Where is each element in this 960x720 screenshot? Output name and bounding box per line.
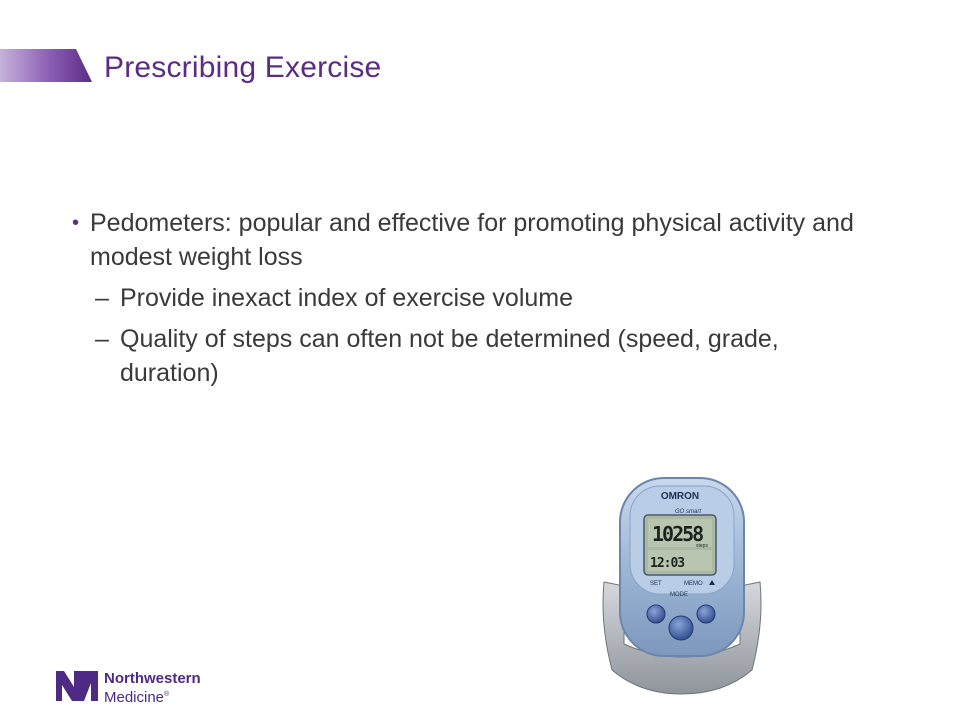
logo-line2-text: Medicine: [104, 689, 165, 706]
logo-line2: [104, 687, 201, 706]
dash-marker: –: [95, 325, 109, 353]
sub-bullet-list: [72, 281, 882, 390]
mode-button: [669, 616, 693, 640]
sub-bullet-text: Provide inexact index of exercise volume: [120, 284, 574, 312]
steps-unit-label: steps: [696, 543, 708, 549]
northwestern-medicine-logo: [56, 670, 201, 706]
bullet-marker: •: [72, 212, 80, 234]
nm-logo-mark: [56, 671, 98, 701]
title-accent-bar: [0, 49, 92, 82]
bullet-item: [72, 206, 882, 274]
steps-readout: 10258: [652, 522, 703, 546]
time-readout: 12:03: [650, 556, 685, 571]
logo-line1: Northwestern: [104, 670, 201, 687]
registered-mark: ®: [164, 691, 170, 698]
bullet-text: Pedometers: popular and effective for promoting physical activity and modest weight loss: [90, 209, 854, 271]
sub-bullet-item: [72, 322, 882, 390]
set-button: [647, 605, 665, 623]
sub-bullet-text: Quality of steps can often not be determined (speed, grade, duration): [120, 325, 779, 387]
mode-label: MODE: [670, 592, 688, 598]
dash-marker: –: [95, 284, 109, 312]
sub-bullet-item: [72, 281, 882, 315]
logo-text: [104, 671, 201, 706]
set-label: SET: [650, 581, 662, 587]
memo-label: MEMO: [684, 581, 703, 587]
pedometer-image: [600, 474, 765, 696]
memo-button: [697, 605, 715, 623]
slide-content: [72, 206, 882, 390]
brand-label: OMRON: [660, 491, 700, 502]
slide-title: Prescribing Exercise: [104, 51, 382, 84]
model-label: GO smart: [675, 509, 702, 515]
